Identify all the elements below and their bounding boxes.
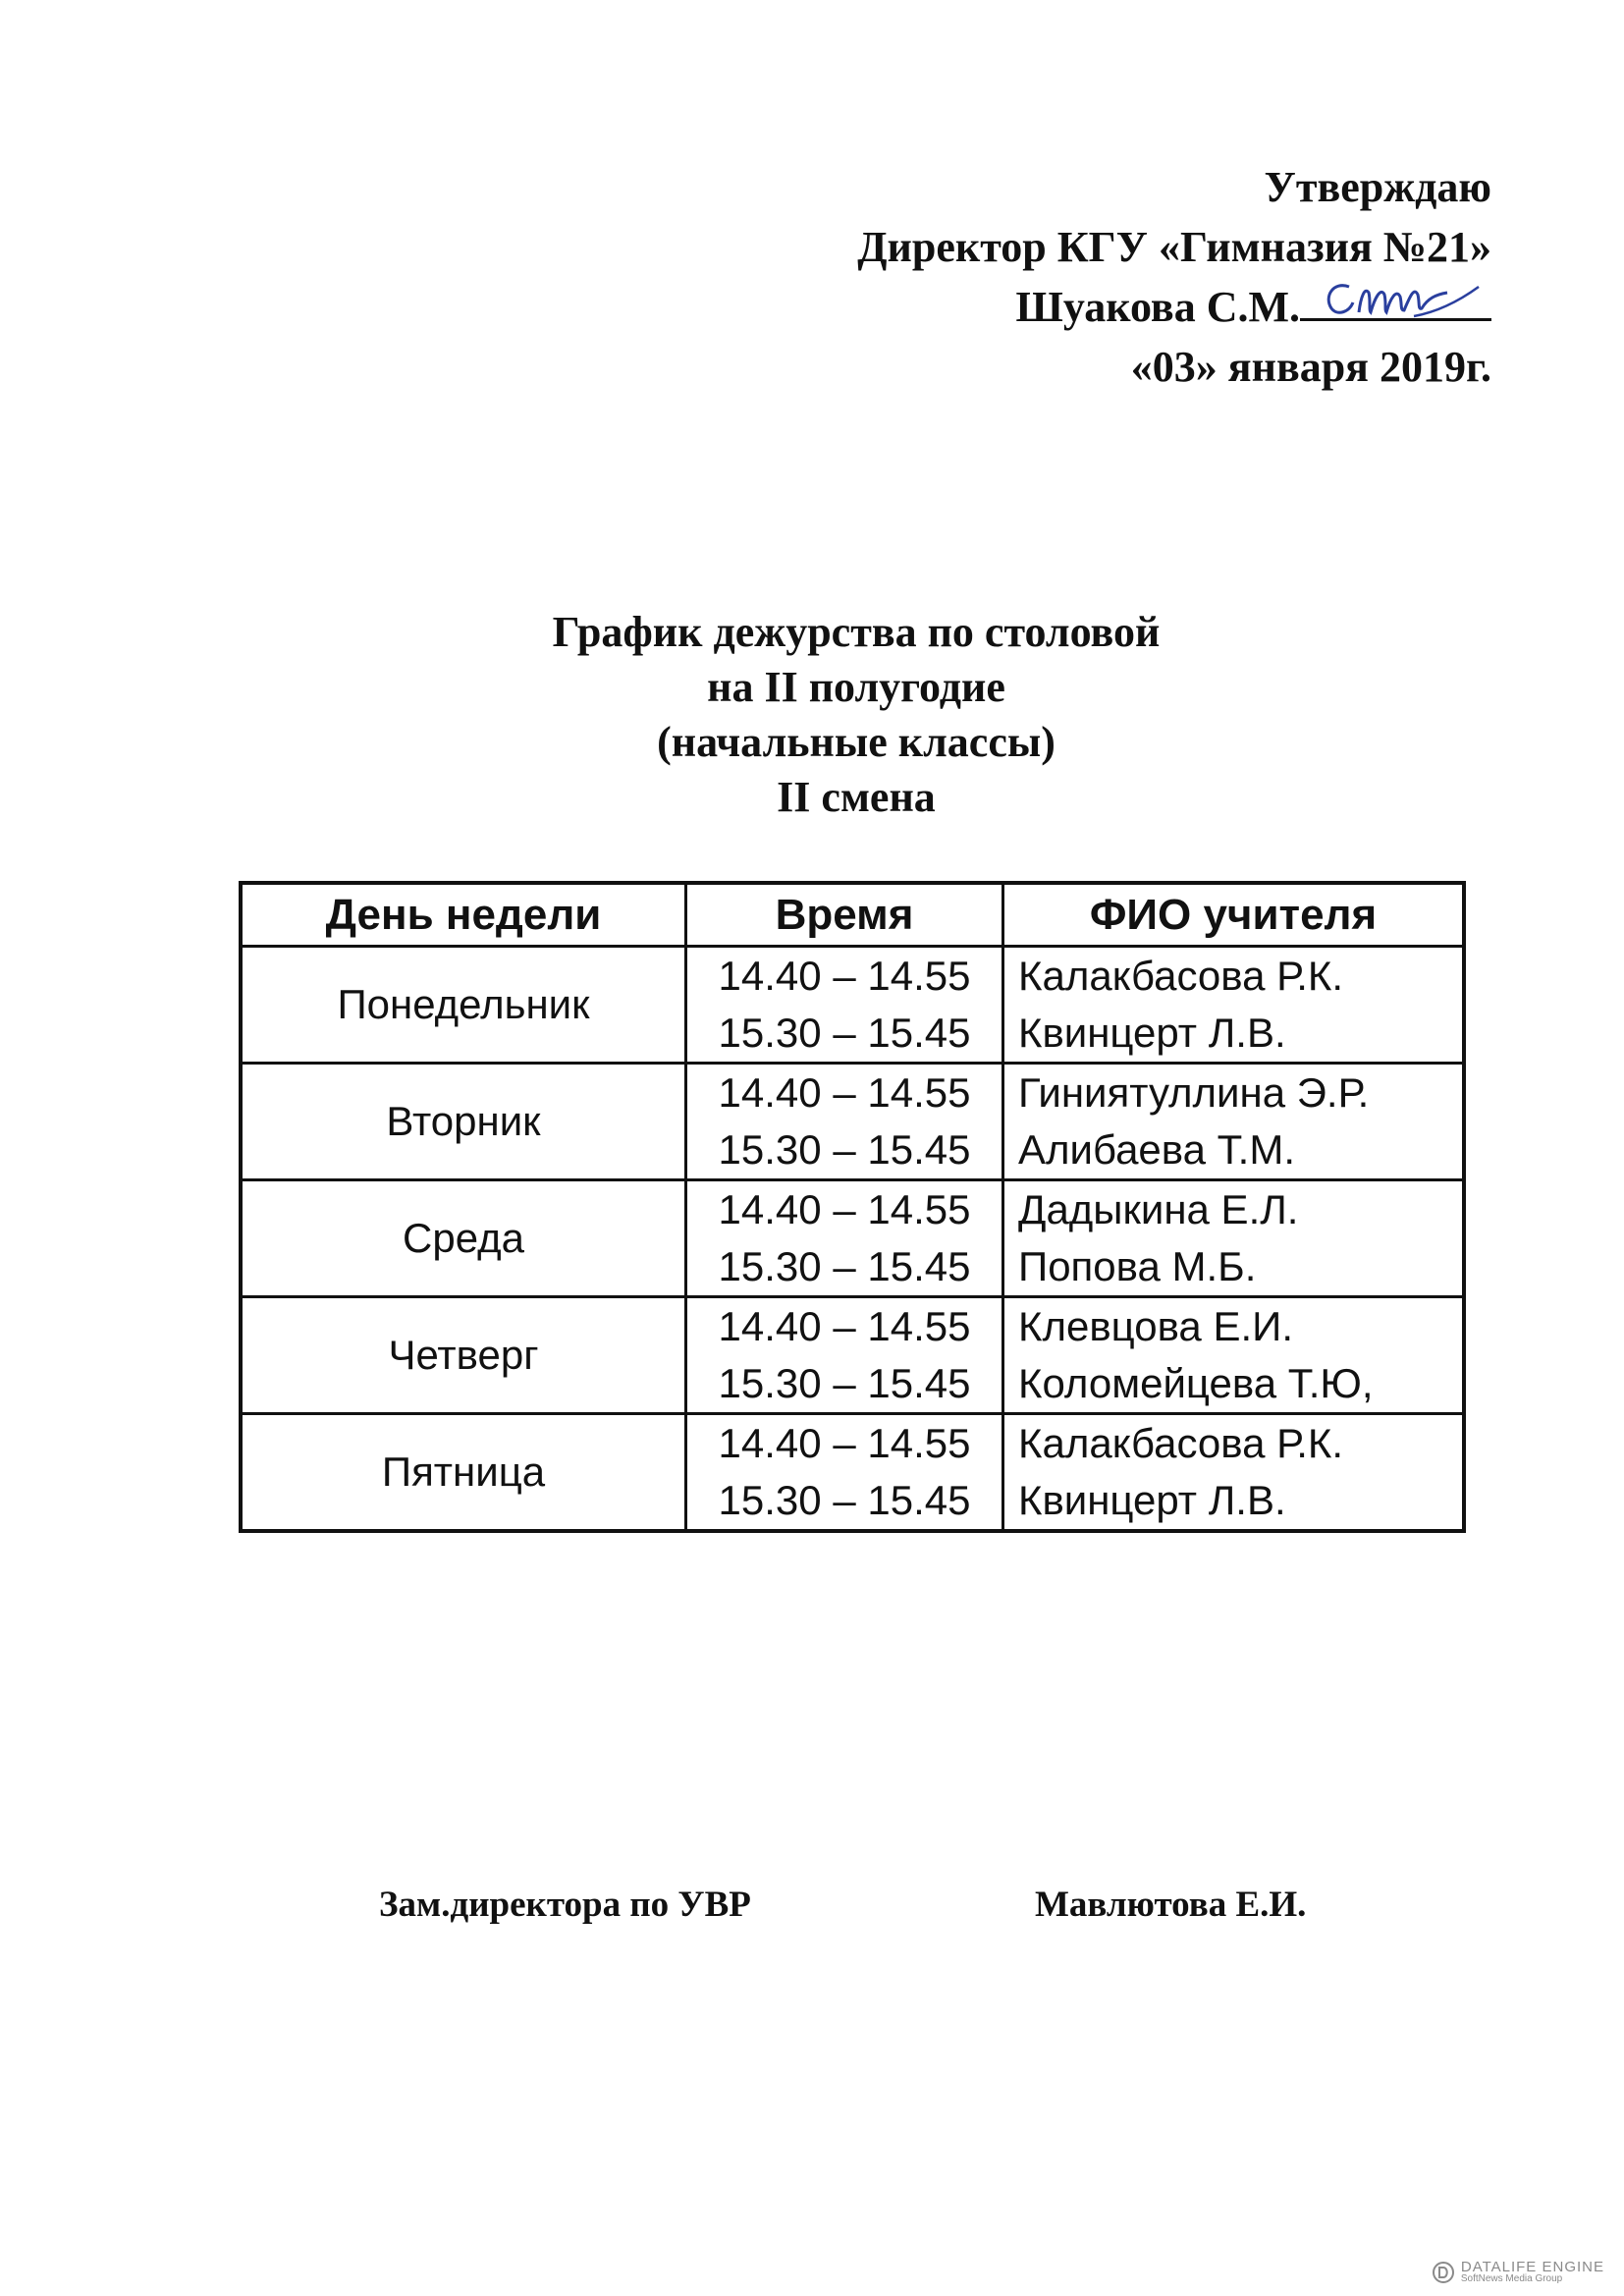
signature-icon xyxy=(1320,273,1487,324)
time-cell xyxy=(686,947,1003,1064)
approval-director-title: Директор КГУ «Гимназия №21» xyxy=(857,223,1491,271)
table-row xyxy=(241,1180,1464,1297)
teacher-cell xyxy=(1003,1064,1465,1180)
table-row xyxy=(241,947,1464,1064)
day-cell: Четверг xyxy=(241,1297,686,1414)
teacher-cell xyxy=(1003,947,1465,1064)
time-slot-1: 14.40 – 14.55 xyxy=(718,1069,971,1116)
watermark-sub: SoftNews Media Group xyxy=(1460,2273,1563,2284)
teacher-1: Калакбасова Р.К. xyxy=(1018,953,1344,999)
time-slot-2: 15.30 – 15.45 xyxy=(718,1360,971,1406)
header-time: Время xyxy=(686,883,1003,947)
teacher-2: Квинцерт Л.В. xyxy=(1018,1010,1286,1056)
approval-signature-line xyxy=(857,277,1491,337)
table-row xyxy=(241,1064,1464,1180)
teacher-2: Квинцерт Л.В. xyxy=(1018,1477,1286,1523)
time-slot-1: 14.40 – 14.55 xyxy=(718,1303,971,1349)
footer-name: Мавлютова Е.И. xyxy=(1035,1885,1307,1925)
header-day: День недели xyxy=(241,883,686,947)
time-slot-2: 15.30 – 15.45 xyxy=(718,1243,971,1289)
table-row xyxy=(241,1297,1464,1414)
table-row xyxy=(241,1414,1464,1532)
watermark xyxy=(1432,2260,1604,2284)
watermark-main: DATALIFE ENGINE xyxy=(1460,2259,1604,2275)
approval-date: «03» января 2019г. xyxy=(1130,343,1491,391)
teacher-1: Калакбасова Р.К. xyxy=(1018,1420,1344,1466)
day-cell: Понедельник xyxy=(241,947,686,1064)
title-line-1: График дежурства по столовой xyxy=(552,608,1161,656)
watermark-logo-icon xyxy=(1432,2261,1455,2284)
teacher-2: Попова М.Б. xyxy=(1018,1243,1257,1289)
table-header-row xyxy=(241,883,1464,947)
footer-position: Зам.директора по УВР xyxy=(379,1885,751,1925)
approval-block xyxy=(857,157,1491,397)
teacher-cell xyxy=(1003,1297,1465,1414)
time-cell xyxy=(686,1297,1003,1414)
time-cell xyxy=(686,1064,1003,1180)
title-line-3: (начальные классы) xyxy=(657,718,1056,766)
signature-field xyxy=(1300,279,1491,321)
day-cell: Вторник xyxy=(241,1064,686,1180)
day-cell: Среда xyxy=(241,1180,686,1297)
time-slot-2: 15.30 – 15.45 xyxy=(718,1126,971,1173)
teacher-1: Гиниятуллина Э.Р. xyxy=(1018,1069,1370,1116)
teacher-1: Дадыкина Е.Л. xyxy=(1018,1186,1299,1232)
duty-schedule-table xyxy=(239,881,1466,1533)
title-line-4: II смена xyxy=(777,773,936,821)
document-title xyxy=(0,605,1624,825)
approval-director-name: Шуакова С.М. xyxy=(1015,283,1300,331)
approval-heading: Утверждаю xyxy=(1264,163,1491,211)
teacher-cell xyxy=(1003,1414,1465,1532)
time-slot-2: 15.30 – 15.45 xyxy=(718,1477,971,1523)
time-slot-1: 14.40 – 14.55 xyxy=(718,953,971,999)
teacher-cell xyxy=(1003,1180,1465,1297)
title-line-2: на II полугодие xyxy=(707,663,1005,711)
day-cell: Пятница xyxy=(241,1414,686,1532)
time-slot-1: 14.40 – 14.55 xyxy=(718,1186,971,1232)
header-teacher: ФИО учителя xyxy=(1003,883,1465,947)
time-cell xyxy=(686,1180,1003,1297)
teacher-1: Клевцова Е.И. xyxy=(1018,1303,1293,1349)
time-cell xyxy=(686,1414,1003,1532)
teacher-2: Алибаева Т.М. xyxy=(1018,1126,1295,1173)
teacher-2: Коломейцева Т.Ю, xyxy=(1018,1360,1374,1406)
time-slot-2: 15.30 – 15.45 xyxy=(718,1010,971,1056)
time-slot-1: 14.40 – 14.55 xyxy=(718,1420,971,1466)
